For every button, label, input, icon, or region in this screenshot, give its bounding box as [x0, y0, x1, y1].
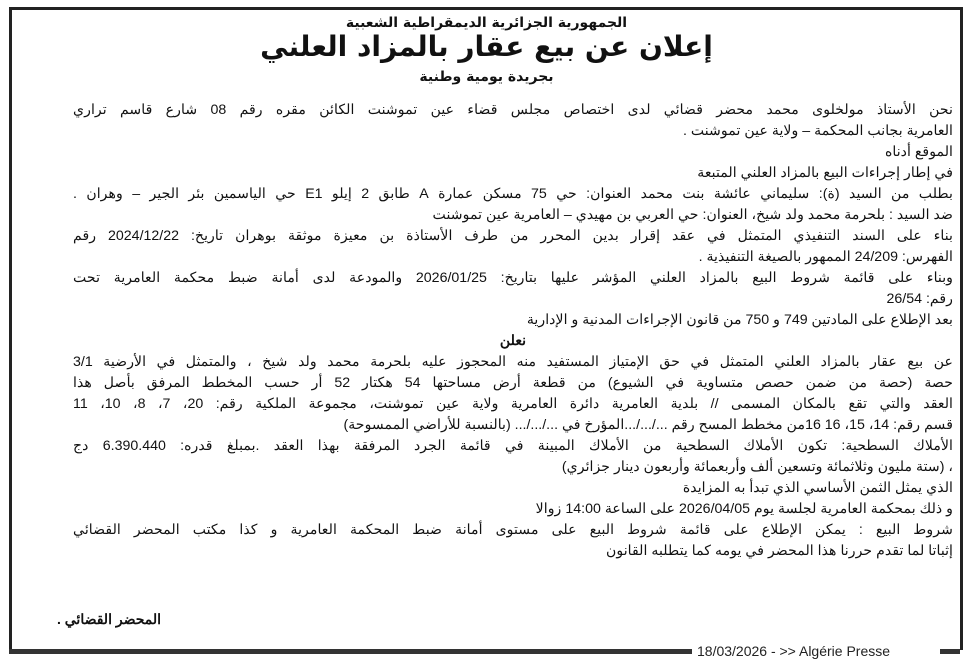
body-line: العامرية بجانب المحكمة – ولاية عين تموشنت .: [682, 123, 953, 139]
footer-source: 18/03/2026 - >> Algérie Presse: [697, 643, 891, 659]
body-line: بعد الإطلاع على المادتين 749 و 750 من قانون الإجراءات المدنية و الإدارية: [526, 312, 953, 328]
body-line: الأملاك السطحية: تكون الأملاك السطحية من الأملاك المبينة في قائمة الجرد المرفقة بهذا العقد .بمبلغ قدره: 6.390.440 دج: [73, 438, 954, 454]
body-line: عن بيع عقار بالمزاد العلني المتمثل في حق الإمتياز المستفيد منه المحجوز عليه بلحرمة محمد ولد شيخ ، والمتمثل في الأرضية 3/1: [73, 354, 953, 370]
body-line: ، (ستة مليون وثلاثمائة وتسعين ألف وأربعمائة وأربعون دينار جزائري): [561, 459, 953, 475]
body-line: في إطار إجراءات البيع بالمزاد العلني المتبعة: [697, 165, 953, 181]
footer-rule: [9, 649, 692, 654]
signature: المحضر القضائي .: [56, 611, 161, 627]
body-line: العقد والتي تقع بالمكان المسمى // بلدية العامرية دائرة العامرية ولاية عين تموشنت، مجموعة الملكية رقم: 20، 7، 8، 10، 11: [73, 396, 953, 412]
body-line: شروط البيع : يمكن الإطلاع على قائمة شروط البيع على مستوى أمانة ضبط المحكمة العامرية و كذا مكتب المحضر القضائي: [73, 522, 953, 538]
body-line: رقم: 26/54: [886, 291, 953, 307]
body-line: و ذلك بمحكمة العامرية لجلسة يوم 2026/04/05 على الساعة 14:00 زوالا: [535, 501, 953, 517]
body-line: الفهرس: 24/209 الممهور بالصيغة التنفيذية .: [698, 249, 953, 265]
notice-subtitle: بجريدة يومية وطنية: [419, 69, 554, 85]
body-line: ضد السيد : بلحرمة محمد ولد شيخ، العنوان: حي العربي بن مهيدي – العامرية عين تموشنت: [432, 207, 953, 223]
body-line: وبناء على قائمة شروط البيع بالمزاد العلني المؤشر عليها بتاريخ: 2026/01/25 والمودعة لدى أمانة ضبط محكمة العامرية تحت: [73, 270, 953, 286]
notice-body: [73, 100, 953, 562]
body-line: إثباتا لما تقدم حررنا هذا المحضر في يومه كما يتطلبه القانون: [605, 543, 953, 559]
notice-title: إعلان عن بيع عقار بالمزاد العلني: [260, 30, 713, 63]
body-line: الذي يمثل الثمن الأساسي الذي تبدأ به المزايدة: [682, 480, 953, 496]
body-line: نحن الأستاذ مولخلوى محمد محضر قضائي لدى اختصاص مجلس قضاء عين تموشنت الكائن مقره رقم 08 شارع قاسم تراري: [73, 102, 953, 118]
body-line: حصة (حصة من ضمن حصص متساوية في الشيوع) من قطعة أرض مساحتها 54 هكتار 52 أر حسب المخطط المرفق بأصل هذا: [73, 375, 954, 391]
announce-heading: نعلن: [499, 333, 527, 349]
body-line: الموقع أدناه: [884, 144, 953, 160]
body-line: بطلب من السيد (ة): سليماني عائشة بنت محمد العنوان: حي 75 مسكن عمارة A طابق 2 إيلو E1 حي الياسمين بئر الجير – وهران .: [73, 186, 954, 202]
body-line: بناء على السند التنفيذي المتمثل في عقد إقرار بدين المحرر من طرف الأستاذة بن معيزة موثقة بوهران تاريخ: 2024/12/22 رقم: [73, 228, 953, 244]
body-line: قسم رقم: 14، 15، 16 16من مخطط المسح رقم .../.../...المؤرخ في .../.../... (بالنسبة للأراضي الممسوحة): [343, 417, 953, 433]
republic-heading: الجمهورية الجزائرية الديمقراطية الشعبية: [345, 15, 628, 31]
footer-rule-end: [940, 649, 960, 654]
